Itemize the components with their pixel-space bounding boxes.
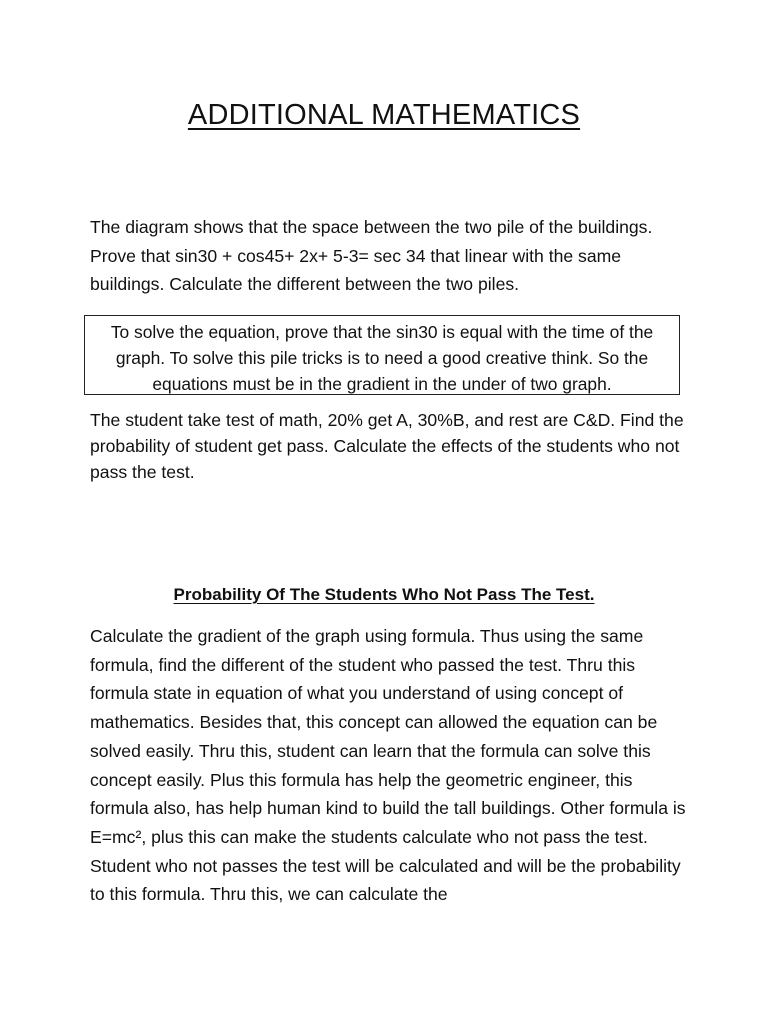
section-heading: Probability Of The Students Who Not Pass The Test. <box>173 585 595 604</box>
body-paragraph: Calculate the gradient of the graph using formula. Thus using the same formula, find the different of the student who passed the test. Thru this formula state in equation of what you understand of using concept of mathematics. Besides that, this concept can allowed the equation can be solved easily. Thru this, student can learn that the formula can solve this concept easily. Plus this formula has help the geometric engineer, this formula also, has help human kind to build the tall buildings. Other formula is E=mc², plus this can make the students calculate who not pass the test. Student who not passes the test will be calculated and will be the probability to this formula. Thru this, we can calculate the <box>90 626 686 905</box>
boxed-note: To solve the equation, prove that the sin30 is equal with the time of the graph. To solve this pile tricks is to need a good creative think. So the equations must be in the gradient in the under of two graph. <box>84 315 680 395</box>
intro-paragraph: The diagram shows that the space between the two pile of the buildings. Prove that sin30 + cos45+ 2x+ 5-3= sec 34 that linear with the same buildings. Calculate the different between the two piles. <box>90 217 653 294</box>
document-title: ADDITIONAL MATHEMATICS <box>187 99 581 131</box>
probability-question-paragraph: The student take test of math, 20% get A, 30%B, and rest are C&D. Find the probability of student get pass. Calculate the effects of the students who not pass the test. <box>90 410 684 482</box>
